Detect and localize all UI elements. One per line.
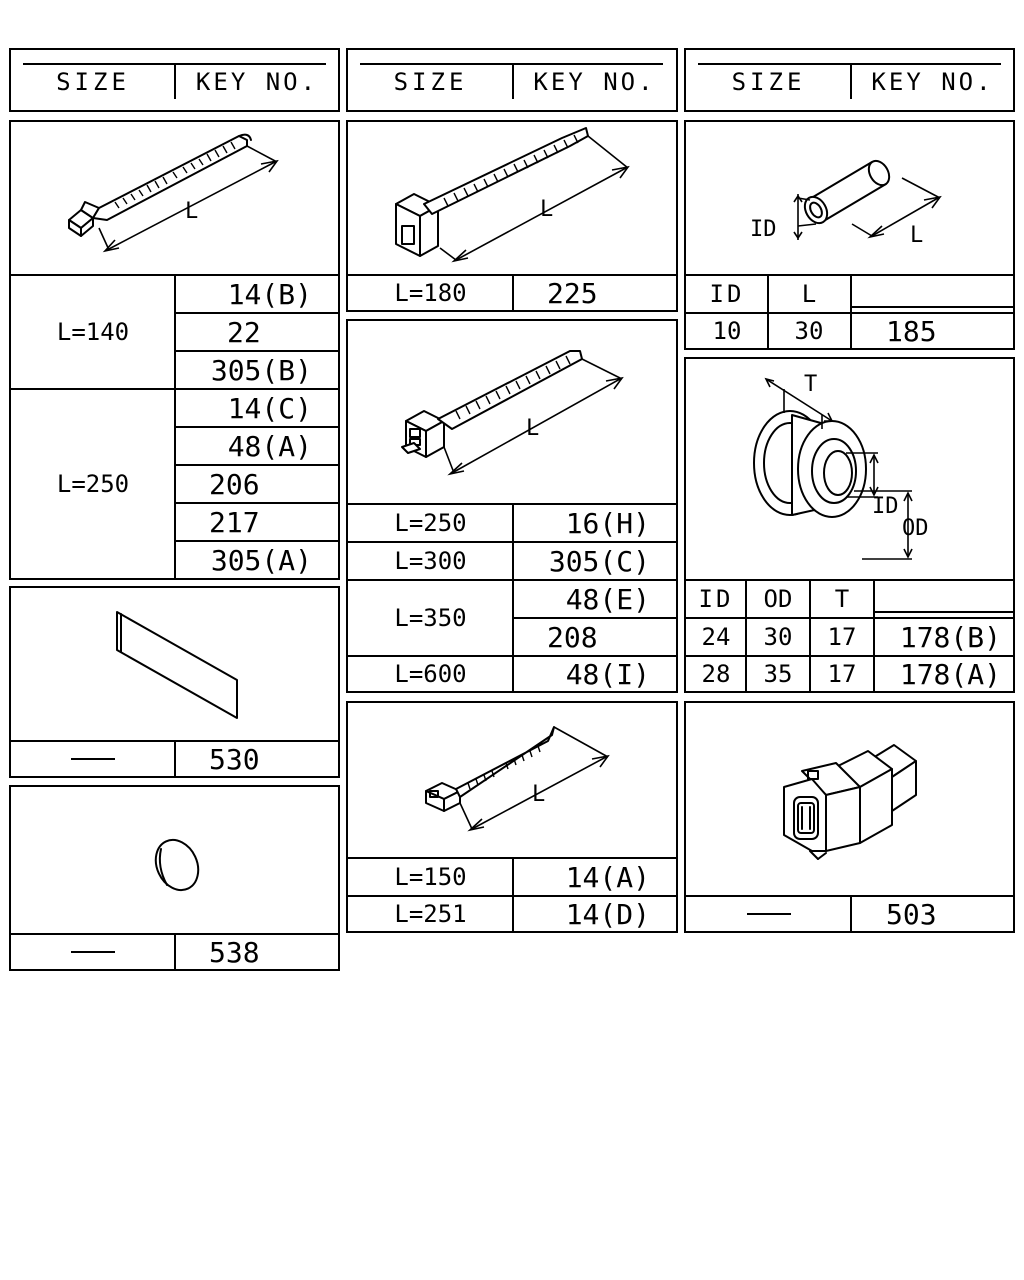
key-48e: 48(E) <box>565 582 650 616</box>
size-l350: L=350 <box>394 604 467 632</box>
key-217: 217 <box>209 505 260 539</box>
header-size: SIZE <box>393 68 468 96</box>
sheet-size-dash <box>11 742 175 776</box>
key-530: 530 <box>209 742 260 776</box>
col-od: OD <box>763 585 793 613</box>
size-l140: L=140 <box>56 318 130 346</box>
key-14b: 14(B) <box>227 277 312 311</box>
dim-l-label: L <box>185 199 199 224</box>
header-size: SIZE <box>731 68 806 96</box>
grommet-panel <box>684 357 1015 693</box>
dim-od-label: OD <box>902 516 929 541</box>
tube-illustration <box>686 122 1017 274</box>
sheet-panel <box>9 586 340 778</box>
key-16h: 16(H) <box>565 506 650 540</box>
key-305b: 305(B) <box>210 353 312 387</box>
key-185: 185 <box>886 314 937 348</box>
grommet-od-30: 30 <box>763 623 793 651</box>
size-l251: L=251 <box>394 900 467 928</box>
grommet-id-24: 24 <box>701 623 731 651</box>
grommet-t-17: 17 <box>827 660 857 688</box>
tie-wrap-d-panel <box>346 701 678 933</box>
key-206: 206 <box>209 467 260 501</box>
key-538: 538 <box>209 935 260 969</box>
key-48i: 48(I) <box>565 657 650 691</box>
dim-id-label: ID <box>872 494 899 519</box>
key-178a: 178(A) <box>899 657 1001 691</box>
col-t: T <box>834 585 850 613</box>
key-208: 208 <box>547 620 598 654</box>
dim-l-label: L <box>540 197 554 222</box>
size-l180: L=180 <box>394 279 467 307</box>
tie-wrap-a-panel <box>9 120 340 580</box>
header-key-no: KEY NO. <box>195 68 319 96</box>
key-22: 22 <box>227 315 261 349</box>
disc-size-dash <box>11 935 175 969</box>
header-col1 <box>9 48 340 112</box>
header-col3 <box>684 48 1015 112</box>
tie-wrap-c-panel <box>346 319 678 693</box>
key-178b: 178(B) <box>899 620 1001 654</box>
size-l150: L=150 <box>394 863 467 891</box>
dim-l-label: L <box>526 416 540 441</box>
tie-wrap-d-illustration <box>348 703 680 857</box>
dim-l-label: L <box>910 223 924 248</box>
key-225: 225 <box>547 276 598 310</box>
disc-panel <box>9 785 340 971</box>
connector-panel <box>684 701 1015 933</box>
tube-id-value: 10 <box>712 317 742 345</box>
col-id: ID <box>709 280 745 308</box>
header-key-no: KEY NO. <box>871 68 994 96</box>
header-key-no: KEY NO. <box>533 68 656 96</box>
key-305a: 305(A) <box>210 543 312 577</box>
key-48a: 48(A) <box>227 429 312 463</box>
col-id: ID <box>698 585 734 613</box>
grommet-od-35: 35 <box>763 660 793 688</box>
col-l: L <box>801 280 817 308</box>
key-14c: 14(C) <box>227 391 312 425</box>
key-14d: 14(D) <box>565 897 650 931</box>
dim-l-label: L <box>532 782 546 807</box>
connector-size-dash <box>686 897 851 931</box>
grommet-t-17: 17 <box>827 623 857 651</box>
size-l250: L=250 <box>394 509 467 537</box>
size-l250: L=250 <box>56 470 130 498</box>
dim-t-label: T <box>804 372 818 397</box>
grommet-id-28: 28 <box>701 660 731 688</box>
tie-wrap-a-illustration <box>11 122 342 274</box>
key-14a: 14(A) <box>565 860 650 894</box>
key-503: 503 <box>886 897 937 931</box>
tube-l-value: 30 <box>794 317 824 345</box>
sheet-illustration <box>11 588 342 740</box>
tie-wrap-b-panel <box>346 120 678 312</box>
header-size: SIZE <box>56 68 130 96</box>
header-col2 <box>346 48 678 112</box>
tube-panel <box>684 120 1015 350</box>
size-l300: L=300 <box>394 547 467 575</box>
key-305c: 305(C) <box>548 544 650 578</box>
tie-wrap-b-illustration <box>348 122 680 274</box>
connector-illustration <box>686 703 1017 895</box>
grommet-illustration <box>686 359 1017 579</box>
size-l600: L=600 <box>394 660 467 688</box>
tie-wrap-c-illustration <box>348 321 680 503</box>
dim-id-label: ID <box>750 217 777 242</box>
disc-illustration <box>11 787 342 933</box>
